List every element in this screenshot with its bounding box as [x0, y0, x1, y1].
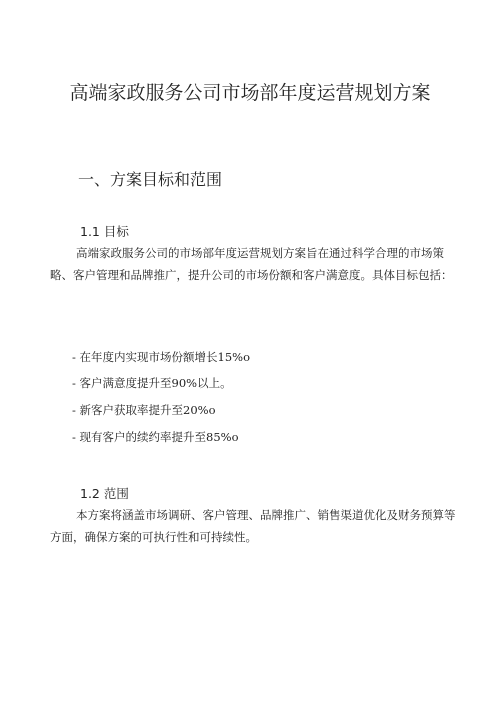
section-heading: 一、方案目标和范围 — [78, 170, 223, 189]
subsection-heading-goals: 1.1 目标 — [80, 224, 129, 239]
goal-bullet-4: - 现有客户的续约率提升至85%o — [72, 430, 239, 444]
goals-paragraph: 高端家政服务公司的市场部年度运营规划方案旨在通过科学合理的市场策略、客户管理和品牌推广，提升公司的市场份额和客户满意度。具体目标包括： — [50, 246, 453, 282]
scope-paragraph: 本方案将涵盖市场调研、客户管理、品牌推广、销售渠道优化及财务预算等方面，确保方案的可执行性和可持续性。 — [50, 508, 456, 544]
goal-bullet-1: - 在年度内实现市场份额增长15%o — [72, 350, 251, 364]
document-title: 高端家政服务公司市场部年度运营规划方案 — [69, 82, 431, 104]
goal-bullet-3: - 新客户获取率提升至20%o — [72, 403, 216, 417]
goal-bullet-2: - 客户满意度提升至90%以上。 — [72, 376, 232, 390]
subsection-heading-scope: 1.2 范围 — [80, 486, 129, 501]
